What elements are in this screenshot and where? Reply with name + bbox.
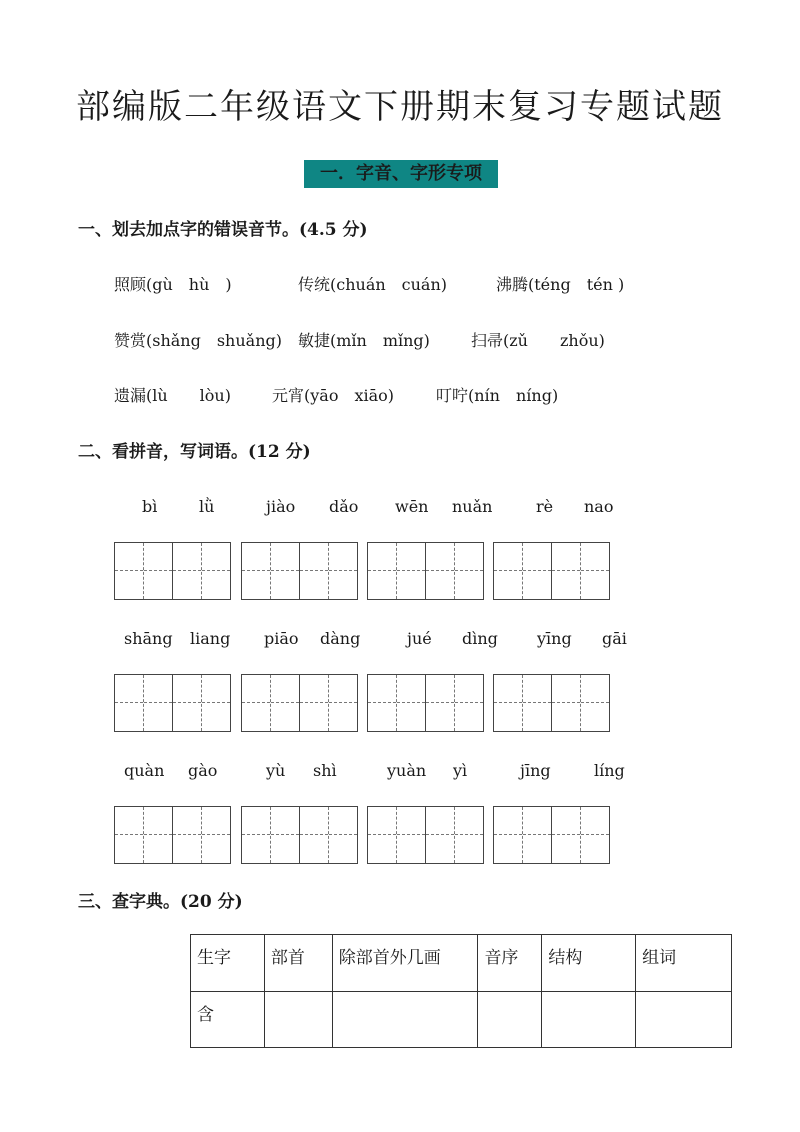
table-cell-blank[interactable] (542, 991, 636, 1048)
s1-item: 沸腾(téng tén ) (496, 275, 625, 294)
writing-grid[interactable] (114, 806, 231, 864)
pinyin: nuǎn (452, 497, 493, 516)
page-title: 部编版二年级语文下册期末复习专题试题 (76, 87, 724, 127)
pinyin: yì (453, 761, 468, 780)
table-header-cell: 音序 (478, 935, 542, 992)
dictionary-table (190, 934, 732, 1048)
writing-grid[interactable] (367, 806, 484, 864)
writing-grid[interactable] (367, 674, 484, 732)
pinyin: jiào (266, 497, 296, 516)
s1-item: 照顾(gù hù ) (114, 275, 232, 294)
table-row (191, 991, 732, 1048)
pinyin: piāo (264, 629, 299, 648)
s1-item: 传统(chuán cuán) (298, 275, 448, 294)
writing-grid[interactable] (493, 542, 610, 600)
table-header-cell: 除部首外几画 (332, 935, 478, 992)
pinyin: rè (536, 497, 554, 516)
table-header-cell: 结构 (542, 935, 636, 992)
pinyin: shì (313, 761, 337, 780)
pinyin: dàng (320, 629, 361, 648)
s1-item: 叮咛(nín níng) (436, 386, 559, 405)
section2-heading: 二、看拼音，写词语。(12 分) (78, 442, 311, 462)
pinyin: liang (190, 629, 231, 648)
writing-grid[interactable] (493, 806, 610, 864)
section-banner: 一．字音、字形专项 (304, 160, 498, 188)
s1-item: 遗漏(lù lòu) (114, 386, 231, 405)
pinyin: yù (266, 761, 286, 780)
writing-grid[interactable] (114, 542, 231, 600)
s1-item: 赞赏(shǎng shuǎng) (114, 331, 282, 350)
pinyin: yuàn (387, 761, 427, 780)
table-cell-blank[interactable] (636, 991, 732, 1048)
writing-grid[interactable] (241, 542, 358, 600)
pinyin: wēn (395, 497, 429, 516)
pinyin: nao (584, 497, 614, 516)
table-header-row (191, 935, 732, 992)
pinyin: líng (594, 761, 625, 780)
pinyin: gào (188, 761, 218, 780)
section1-heading: 一、划去加点字的错误音节。(4.5 分) (78, 220, 368, 240)
writing-grid[interactable] (241, 674, 358, 732)
pinyin: bì (142, 497, 158, 516)
s1-item: 元宵(yāo xiāo) (272, 386, 395, 405)
pinyin: shāng (124, 629, 173, 648)
table-cell-blank[interactable] (264, 991, 332, 1048)
table-header-cell: 部首 (264, 935, 332, 992)
pinyin: dǎo (329, 497, 359, 516)
writing-grid[interactable] (367, 542, 484, 600)
pinyin: yīng (537, 629, 572, 648)
table-cell-blank[interactable] (478, 991, 542, 1048)
table-cell: 含 (191, 991, 265, 1048)
writing-grid[interactable] (241, 806, 358, 864)
pinyin: dìng (462, 629, 498, 648)
pinyin: quàn (124, 761, 165, 780)
table-cell-blank[interactable] (332, 991, 478, 1048)
s1-item: 扫帚(zǔ zhǒu) (471, 331, 605, 350)
pinyin: jīng (520, 761, 551, 780)
writing-grid[interactable] (114, 674, 231, 732)
pinyin: lǜ (199, 497, 215, 516)
pinyin: gāi (602, 629, 627, 648)
table-header-cell: 生字 (191, 935, 265, 992)
table-header-cell: 组词 (636, 935, 732, 992)
s1-item: 敏捷(mǐn mǐng) (298, 331, 430, 350)
pinyin: jué (407, 629, 432, 648)
writing-grid[interactable] (493, 674, 610, 732)
section3-heading: 三、查字典。(20 分) (78, 892, 243, 912)
